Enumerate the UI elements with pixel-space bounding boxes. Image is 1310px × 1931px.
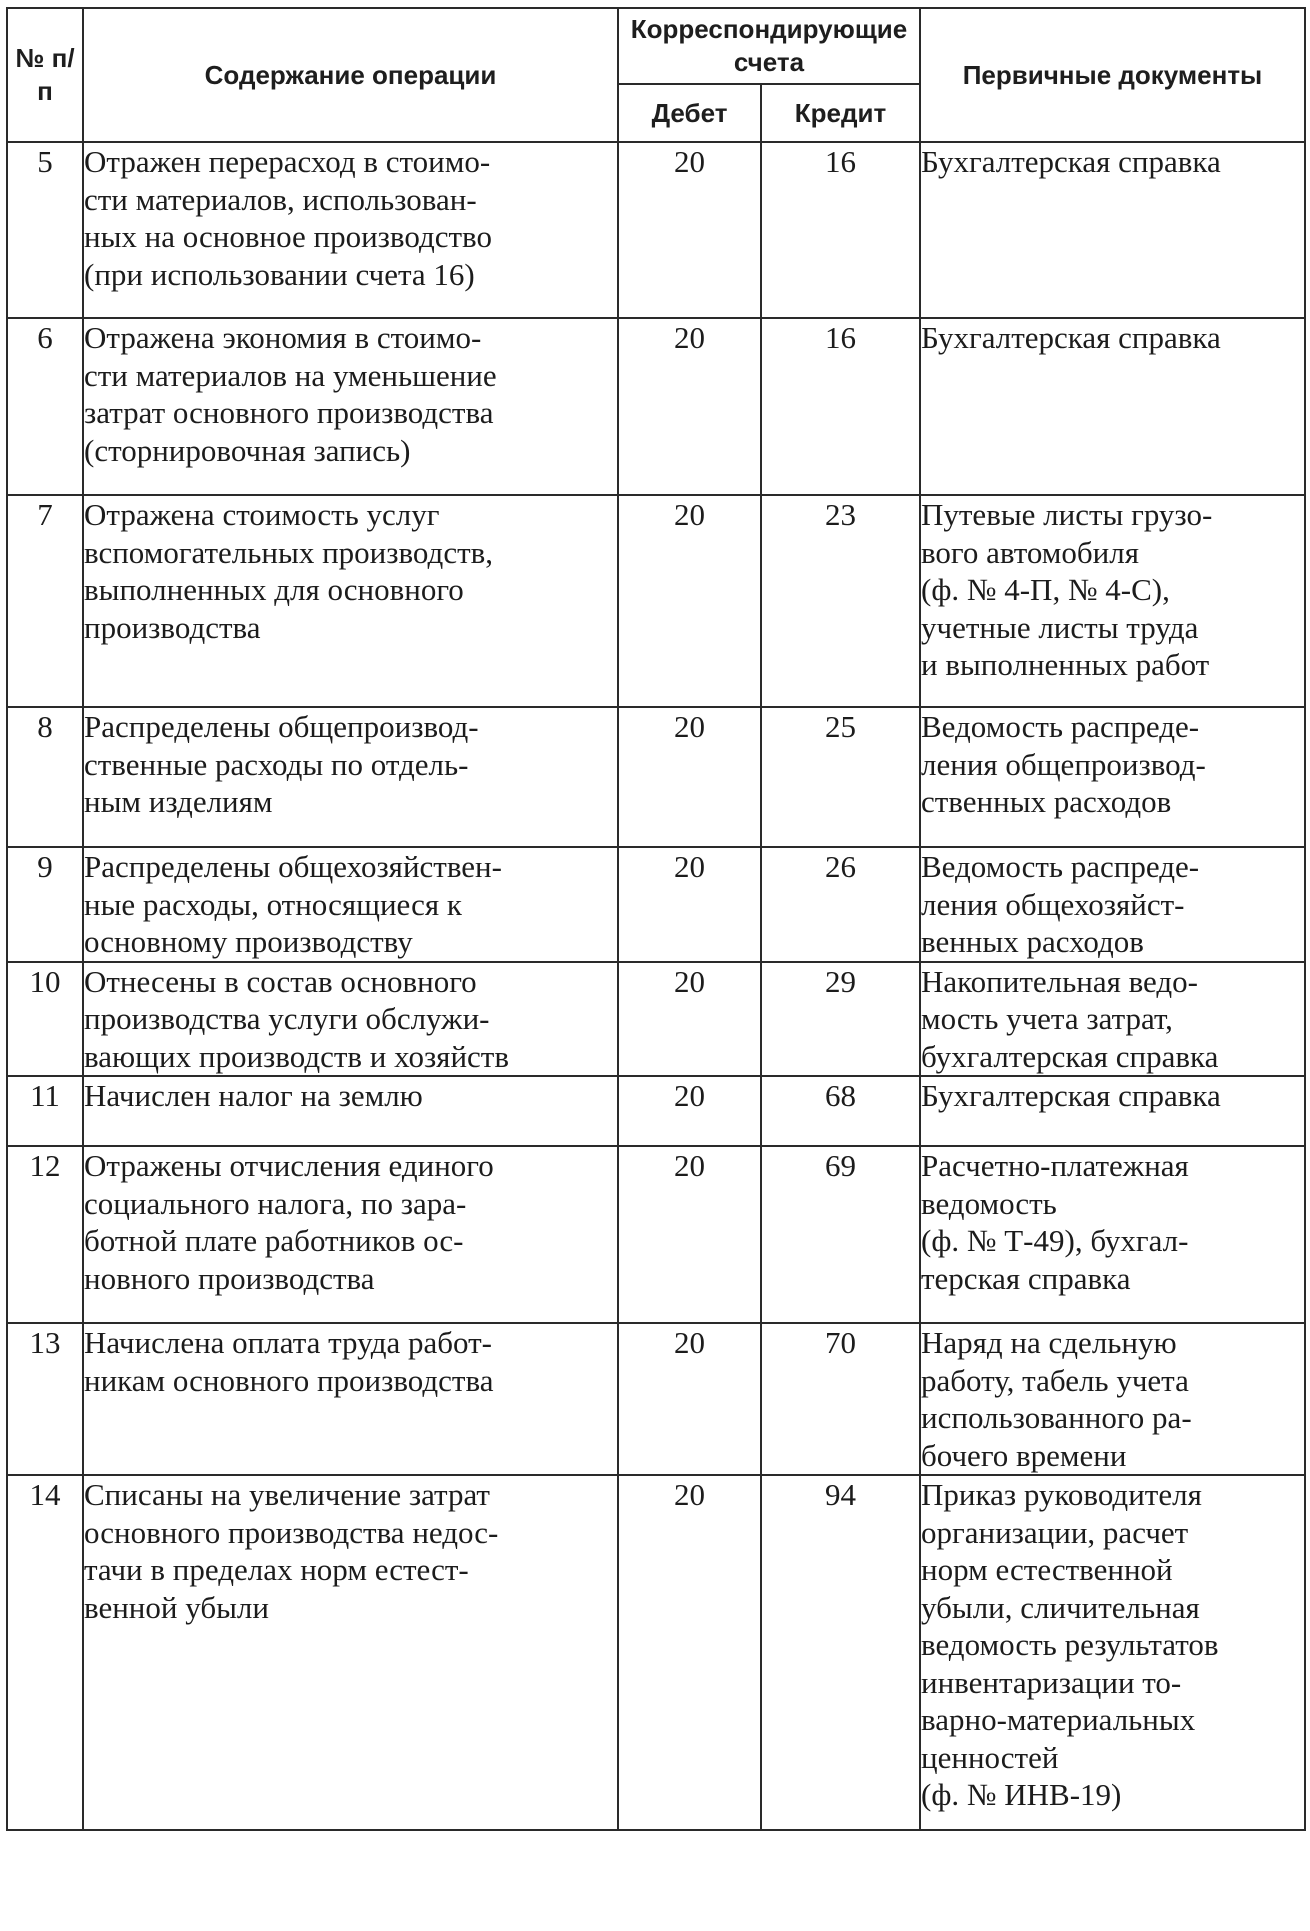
operation-cell: Распределены общехозяйствен- ные расходы, относящиеся к основному производству <box>83 847 618 962</box>
table-row <box>7 1076 1305 1146</box>
primary-documents-cell: Путевые листы грузо- вого автомобиля (ф. № 4-П, № 4-С), учетные листы труда и выполненных работ <box>920 495 1305 707</box>
operation-cell: Начислен налог на землю <box>83 1076 618 1146</box>
operation-cell: Отражен перерасход в стоимо- сти материалов, использован- ных на основное производство (при использовании счета 16) <box>83 142 618 318</box>
operation-cell: Распределены общепроизвод- ственные расходы по отдель- ным изделиям <box>83 707 618 847</box>
credit-account-cell: 16 <box>761 142 920 318</box>
operation-cell: Начислена оплата труда работ- никам основного производства <box>83 1323 618 1475</box>
header-debit: Дебет <box>618 84 761 142</box>
credit-account-cell: 29 <box>761 962 920 1077</box>
primary-documents-cell: Бухгалтерская справка <box>920 142 1305 318</box>
header-corresponding-accounts: Корреспондирующие счета <box>618 8 920 84</box>
primary-documents-cell: Ведомость распреде- ления общехозяйст- венных расходов <box>920 847 1305 962</box>
primary-documents-cell: Наряд на сдельную работу, табель учета использованного ра- бочего времени <box>920 1323 1305 1475</box>
debit-account-cell: 20 <box>618 1475 761 1830</box>
header-operation: Содержание операции <box>83 8 618 142</box>
credit-account-cell: 23 <box>761 495 920 707</box>
credit-account-cell: 26 <box>761 847 920 962</box>
operation-cell: Списаны на увеличение затрат основного производства недос- тачи в пределах норм естест- венной убыли <box>83 1475 618 1830</box>
accounting-entries-table <box>6 7 1306 1831</box>
credit-account-cell: 70 <box>761 1323 920 1475</box>
credit-account-cell: 94 <box>761 1475 920 1830</box>
primary-documents-cell: Расчетно-платежная ведомость (ф. № Т-49), бухгал- терская справка <box>920 1146 1305 1323</box>
table-row <box>7 142 1305 318</box>
table-row <box>7 847 1305 962</box>
operation-cell: Отнесены в состав основного производства услуги обслужи- вающих производств и хозяйств <box>83 962 618 1077</box>
debit-account-cell: 20 <box>618 1323 761 1475</box>
table-row <box>7 707 1305 847</box>
debit-account-cell: 20 <box>618 1146 761 1323</box>
table-row <box>7 1323 1305 1475</box>
debit-account-cell: 20 <box>618 495 761 707</box>
row-number-cell: 11 <box>7 1076 83 1146</box>
document-page <box>6 7 1306 1831</box>
debit-account-cell: 20 <box>618 318 761 495</box>
debit-account-cell: 20 <box>618 847 761 962</box>
debit-account-cell: 20 <box>618 962 761 1077</box>
row-number-cell: 9 <box>7 847 83 962</box>
header-number: № п/п <box>7 8 83 142</box>
header-primary-documents: Первичные документы <box>920 8 1305 142</box>
table-header <box>7 8 1305 142</box>
row-number-cell: 12 <box>7 1146 83 1323</box>
table-row <box>7 1475 1305 1830</box>
primary-documents-cell: Накопительная ведо- мость учета затрат, бухгалтерская справка <box>920 962 1305 1077</box>
debit-account-cell: 20 <box>618 142 761 318</box>
table-row <box>7 1146 1305 1323</box>
header-row <box>7 8 1305 84</box>
row-number-cell: 7 <box>7 495 83 707</box>
primary-documents-cell: Бухгалтерская справка <box>920 318 1305 495</box>
primary-documents-cell: Приказ руководителя организации, расчет норм естественной убыли, сличительная ведомость результатов инвентаризации то- варно-материальных ценностей (ф. № ИНВ-19) <box>920 1475 1305 1830</box>
row-number-cell: 14 <box>7 1475 83 1830</box>
operation-cell: Отражена стоимость услуг вспомогательных производств, выполненных для основного производства <box>83 495 618 707</box>
header-credit: Кредит <box>761 84 920 142</box>
credit-account-cell: 69 <box>761 1146 920 1323</box>
table-row <box>7 318 1305 495</box>
credit-account-cell: 68 <box>761 1076 920 1146</box>
row-number-cell: 8 <box>7 707 83 847</box>
debit-account-cell: 20 <box>618 707 761 847</box>
table-row <box>7 962 1305 1077</box>
credit-account-cell: 25 <box>761 707 920 847</box>
row-number-cell: 6 <box>7 318 83 495</box>
table-body <box>7 142 1305 1830</box>
operation-cell: Отражена экономия в стоимо- сти материалов на уменьшение затрат основного производства (сторнировочная запись) <box>83 318 618 495</box>
debit-account-cell: 20 <box>618 1076 761 1146</box>
primary-documents-cell: Ведомость распреде- ления общепроизвод- ственных расходов <box>920 707 1305 847</box>
operation-cell: Отражены отчисления единого социального налога, по зара- ботной плате работников ос- новного производства <box>83 1146 618 1323</box>
row-number-cell: 10 <box>7 962 83 1077</box>
credit-account-cell: 16 <box>761 318 920 495</box>
table-row <box>7 495 1305 707</box>
primary-documents-cell: Бухгалтерская справка <box>920 1076 1305 1146</box>
row-number-cell: 13 <box>7 1323 83 1475</box>
row-number-cell: 5 <box>7 142 83 318</box>
